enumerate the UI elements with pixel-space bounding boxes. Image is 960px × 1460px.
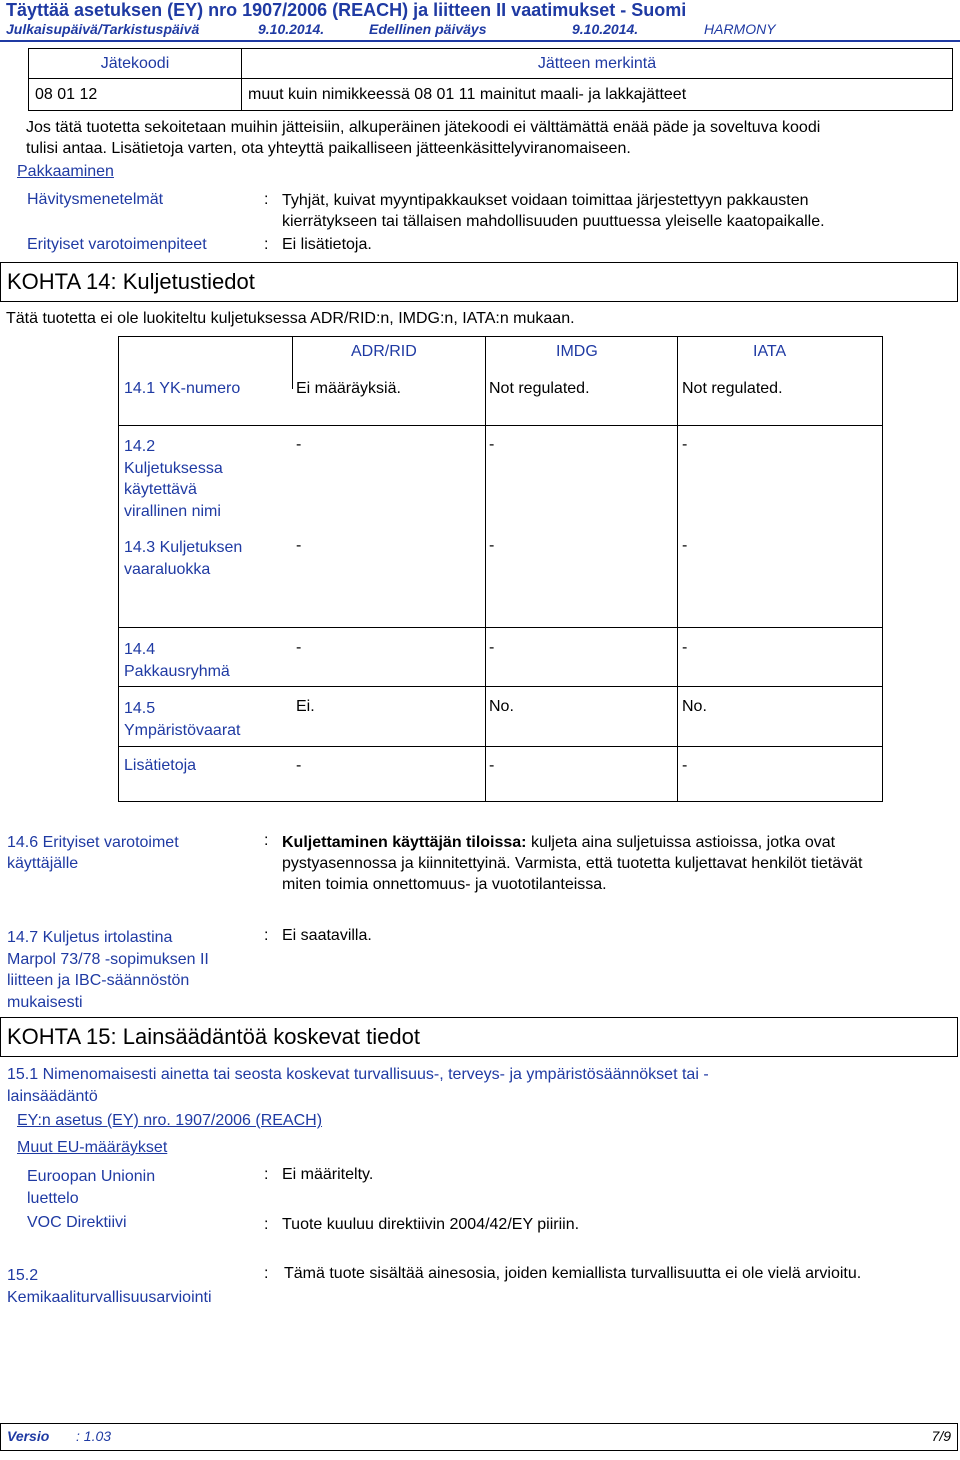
waste-code-header: Jätekoodi (29, 49, 242, 79)
waste-code-table (28, 48, 953, 111)
row-label-hazard-class: 14.3 Kuljetuksen vaaraluokka (124, 539, 243, 578)
product-name: HARMONY (704, 21, 776, 37)
row-label-environmental-hazards: 14.5 Ympäristövaarat (124, 700, 241, 739)
cell-value: No. (682, 698, 707, 715)
table-divider (485, 337, 486, 801)
s15-1-heading: 15.1 Nimenomaisesti ainetta tai seosta koskevat turvallisuus-, terveys- ja ympäristösäännökset tai - lainsäädäntö (7, 1066, 709, 1105)
cell-value: - (296, 436, 302, 453)
publication-date-label: Julkaisupäivä/Tarkistuspäivä (6, 21, 200, 37)
section-14-heading-box (0, 262, 958, 302)
disposal-methods-value: Tyhjät, kuivat myyntipakkaukset voidaan toimittaa järjestettyyn pakkausten kierrätykseen tai tällaisen mahdollisuuden puuttuessa yleiselle kaatopaikalle. (282, 192, 825, 230)
colon: : (264, 1166, 269, 1183)
version-label: Versio (7, 1428, 50, 1444)
row-label-additional-info: Lisätietoja (124, 757, 197, 774)
colon: : (264, 191, 269, 208)
table-divider (119, 746, 882, 747)
cell-value: - (489, 757, 495, 774)
cell-value: No. (489, 698, 514, 715)
column-header-imdg: IMDG (556, 343, 598, 360)
column-header-iata: IATA (753, 343, 787, 360)
footer-box (0, 1423, 958, 1451)
page-number: 7/9 (931, 1428, 951, 1444)
special-precautions-value: Ei lisätietoja. (282, 236, 372, 253)
cell-value: Not regulated. (489, 380, 590, 397)
section-14-title: KOHTA 14: Kuljetustiedot (7, 269, 255, 294)
cell-value: - (489, 436, 495, 453)
row-label-un-number: 14.1 YK-numero (124, 380, 241, 397)
cell-value: - (682, 639, 688, 656)
row-label-packing-group: 14.4 Pakkausryhmä (124, 641, 230, 680)
table-divider (677, 337, 678, 801)
colon: : (264, 1265, 269, 1282)
special-precautions-label: Erityiset varotoimenpiteet (27, 236, 207, 253)
section-15-heading-box (0, 1017, 958, 1057)
previous-date: 9.10.2014. (572, 21, 639, 37)
document-title: Täyttää asetuksen (EY) nro 1907/2006 (REACH) ja liitteen II vaatimukset - Suomi (6, 0, 687, 20)
table-divider (292, 337, 293, 389)
s14-7-value: Ei saatavilla. (282, 927, 372, 944)
table-divider (119, 425, 882, 426)
cell-value: - (682, 537, 688, 554)
transport-intro: Tätä tuotetta ei ole luokiteltu kuljetuksessa ADR/RID:n, IMDG:n, IATA:n mukaan. (6, 310, 575, 327)
cell-value: Not regulated. (682, 380, 783, 397)
waste-note: Jos tätä tuotetta sekoitetaan muihin jätteisiin, alkuperäinen jätekoodi ei välttämättä enää päde ja soveltuva koodi tulisi antaa. Lisätietoja varten, ota yhteyttä paikalliseen jätteenkäsittelyviranomaiseen. (26, 119, 821, 157)
voc-directive-label: VOC Direktiivi (27, 1214, 127, 1231)
table-divider (119, 686, 882, 687)
transport-table (118, 336, 883, 802)
s14-7-label: 14.7 Kuljetus irtolastina Marpol 73/78 -sopimuksen II liitteen ja IBC-säännöstön mukaisesti (7, 929, 209, 1011)
publication-date: 9.10.2014. (258, 21, 325, 37)
waste-code: 08 01 12 (29, 79, 242, 111)
waste-description: muut kuin nimikkeessä 08 01 11 mainitut maali- ja lakkajätteet (242, 79, 953, 111)
cell-value: - (682, 436, 688, 453)
colon: : (264, 236, 269, 253)
colon: : (264, 1216, 269, 1233)
colon: : (264, 927, 269, 944)
packaging-heading: Pakkaaminen (17, 163, 114, 180)
reach-regulation-link[interactable]: EY:n asetus (EY) nro. 1907/2006 (REACH) (17, 1112, 323, 1129)
cell-value: - (682, 757, 688, 774)
header-divider (0, 40, 960, 42)
cell-value: Ei. (296, 698, 315, 715)
column-header-adr: ADR/RID (351, 343, 417, 360)
cell-value: Ei määräyksiä. (296, 380, 401, 397)
s14-6-label: 14.6 Erityiset varotoimet käyttäjälle (7, 834, 179, 872)
waste-description-header: Jätteen merkintä (242, 49, 953, 79)
colon: : (264, 832, 269, 849)
cell-value: - (296, 757, 302, 774)
section-15-title: KOHTA 15: Lainsäädäntöä koskevat tiedot (7, 1024, 420, 1049)
previous-date-label: Edellinen päiväys (369, 21, 487, 37)
row-label-shipping-name: 14.2 Kuljetuksessa käytettävä virallinen nimi (124, 438, 223, 520)
cell-value: - (296, 639, 302, 656)
other-eu-regulations-link[interactable]: Muut EU-määräykset (17, 1139, 168, 1156)
cell-value: - (296, 537, 302, 554)
eu-inventory-value: Ei määritelty. (282, 1166, 374, 1183)
s15-2-label: 15.2 Kemikaaliturvallisuusarviointi (7, 1267, 212, 1306)
eu-inventory-label: Euroopan Unionin luettelo (27, 1168, 156, 1207)
disposal-methods-label: Hävitysmenetelmät (27, 191, 164, 208)
cell-value: - (489, 537, 495, 554)
version-value: : 1.03 (76, 1428, 112, 1444)
voc-directive-value: Tuote kuuluu direktiivin 2004/42/EY piiriin. (282, 1216, 580, 1233)
cell-value: - (489, 639, 495, 656)
s15-2-value: Tämä tuote sisältää ainesosia, joiden kemiallista turvallisuutta ei ole vielä arvioitu. (284, 1265, 862, 1282)
s14-6-value: Kuljettaminen käyttäjän tiloissa: kuljeta aina suljetuissa astioissa, jotka ovat pystyasennossa ja kiinnitettyinä. Varmista, että tuotetta kuljettavat henkilöt tietävät miten toimia onnettomuus- ja vuototilanteissa. (282, 834, 863, 893)
table-divider (119, 627, 882, 628)
